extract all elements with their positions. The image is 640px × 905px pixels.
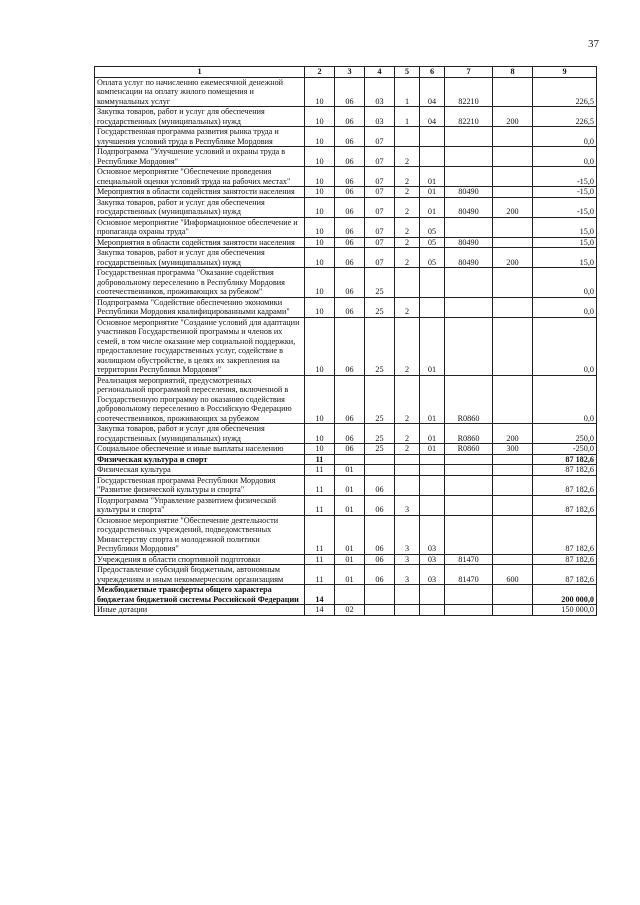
row-name: Реализация мероприятий, предусмотренных региональной программой переселения, включенной в Государственную программу по оказанию содействия добровольному переселению в Российскую Федерацию соотечественников, проживающих за рубежом [95, 375, 305, 424]
code-activity [420, 147, 445, 167]
row-name: Основное мероприятие "Создание условий для адаптации участников Государственной программы и членов их семей, в том числе оказание мер социальной поддержки, предоставление государственных услуг, содействие в жилищном обустройстве, в целях их закрепления на территории Республики Мордовия" [95, 317, 305, 375]
row-amount: 150 000,0 [533, 605, 597, 616]
header-cell: 7 [445, 67, 493, 78]
code-subsection: 06 [335, 237, 365, 248]
code-subprogram: 2 [395, 197, 420, 217]
code-direction: R0860 [445, 375, 493, 424]
code-activity: 01 [420, 375, 445, 424]
code-section: 10 [305, 167, 335, 187]
table-row [95, 375, 597, 424]
code-expense-type [493, 147, 533, 167]
row-name: Мероприятия в области содействия занятости населения [95, 237, 305, 248]
code-program: 25 [365, 444, 395, 455]
code-expense-type [493, 187, 533, 198]
code-direction [445, 127, 493, 147]
code-expense-type [493, 217, 533, 237]
row-name: Основное мероприятие "Обеспечение проведения специальной оценки условий труда на рабочих местах" [95, 167, 305, 187]
code-subprogram [395, 605, 420, 616]
code-subprogram [395, 127, 420, 147]
code-activity [420, 605, 445, 616]
code-program: 25 [365, 424, 395, 444]
code-expense-type [493, 167, 533, 187]
row-name: Предоставление субсидий бюджетным, автономным учреждениям и иным некоммерческим организациям [95, 565, 305, 585]
code-subsection: 06 [335, 187, 365, 198]
row-name: Подпрограмма "Управление развитием физической культуры и спорта" [95, 495, 305, 515]
code-activity: 01 [420, 317, 445, 375]
code-subsection: 02 [335, 605, 365, 616]
code-expense-type [493, 495, 533, 515]
code-program [365, 605, 395, 616]
table-row [95, 605, 597, 616]
code-direction [445, 585, 493, 605]
row-name: Подпрограмма "Улучшение условий и охраны труда в Республике Мордовия" [95, 147, 305, 167]
table-row [95, 444, 597, 455]
code-subprogram: 1 [395, 107, 420, 127]
code-subprogram: 2 [395, 237, 420, 248]
row-amount: 87 182,6 [533, 495, 597, 515]
row-name: Подпрограмма "Содействие обеспечению экономики Республики Мордовия квалифицированными кадрами" [95, 297, 305, 317]
row-amount: 0,0 [533, 317, 597, 375]
row-amount: 87 182,6 [533, 565, 597, 585]
row-name: Учреждения в области спортивной подготовки [95, 554, 305, 565]
code-section: 10 [305, 268, 335, 298]
code-subsection: 06 [335, 217, 365, 237]
code-activity: 01 [420, 167, 445, 187]
code-section: 10 [305, 77, 335, 107]
row-amount: 87 182,6 [533, 554, 597, 565]
code-subsection: 06 [335, 127, 365, 147]
table-row [95, 248, 597, 268]
table-row [95, 554, 597, 565]
code-expense-type: 200 [493, 107, 533, 127]
code-program: 07 [365, 127, 395, 147]
code-subsection [335, 585, 365, 605]
code-section: 10 [305, 317, 335, 375]
code-program: 07 [365, 167, 395, 187]
code-section: 10 [305, 444, 335, 455]
code-subsection: 01 [335, 554, 365, 565]
code-expense-type [493, 605, 533, 616]
code-program: 03 [365, 77, 395, 107]
code-activity: 05 [420, 248, 445, 268]
code-subprogram: 2 [395, 187, 420, 198]
code-activity [420, 297, 445, 317]
code-subsection: 01 [335, 495, 365, 515]
code-section: 11 [305, 475, 335, 495]
row-name: Социальное обеспечение и иные выплаты населению [95, 444, 305, 455]
code-subsection: 01 [335, 465, 365, 476]
code-direction [445, 167, 493, 187]
code-subsection: 06 [335, 107, 365, 127]
code-subsection: 06 [335, 444, 365, 455]
code-program: 25 [365, 268, 395, 298]
code-subprogram [395, 454, 420, 465]
code-section: 11 [305, 515, 335, 554]
row-amount: -250,0 [533, 444, 597, 455]
code-subprogram: 3 [395, 565, 420, 585]
code-subsection: 06 [335, 268, 365, 298]
header-cell: 1 [95, 67, 305, 78]
code-subprogram: 2 [395, 147, 420, 167]
code-section: 11 [305, 454, 335, 465]
code-program: 03 [365, 107, 395, 127]
code-expense-type [493, 454, 533, 465]
code-program: 07 [365, 248, 395, 268]
code-program: 06 [365, 475, 395, 495]
code-subsection: 06 [335, 297, 365, 317]
code-direction [445, 147, 493, 167]
code-direction: 80490 [445, 248, 493, 268]
code-direction: 81470 [445, 565, 493, 585]
code-subsection: 06 [335, 424, 365, 444]
row-amount: 87 182,6 [533, 475, 597, 495]
code-section: 10 [305, 147, 335, 167]
code-subsection: 06 [335, 167, 365, 187]
code-subsection: 01 [335, 565, 365, 585]
table-row [95, 217, 597, 237]
code-section: 10 [305, 217, 335, 237]
code-expense-type [493, 585, 533, 605]
code-program: 07 [365, 187, 395, 198]
header-cell: 3 [335, 67, 365, 78]
code-expense-type [493, 515, 533, 554]
code-section: 10 [305, 187, 335, 198]
row-name: Основное мероприятие "Обеспечение деятельности государственных учреждений, подведомственных Министерству спорта и молодежной политики Республики Мордовия" [95, 515, 305, 554]
code-activity [420, 454, 445, 465]
code-program: 06 [365, 565, 395, 585]
code-activity: 01 [420, 424, 445, 444]
table-body [95, 77, 597, 615]
table-row [95, 197, 597, 217]
table-row [95, 167, 597, 187]
table-row [95, 147, 597, 167]
table-row [95, 565, 597, 585]
code-subprogram: 2 [395, 217, 420, 237]
code-direction: 80490 [445, 187, 493, 198]
code-section: 11 [305, 495, 335, 515]
table-row [95, 424, 597, 444]
code-activity [420, 268, 445, 298]
code-program [365, 585, 395, 605]
row-amount: 0,0 [533, 147, 597, 167]
code-subprogram [395, 475, 420, 495]
code-expense-type [493, 375, 533, 424]
table-row [95, 475, 597, 495]
code-subsection [335, 454, 365, 465]
code-program: 07 [365, 237, 395, 248]
header-cell: 6 [420, 67, 445, 78]
code-subsection: 01 [335, 515, 365, 554]
table-row [95, 297, 597, 317]
code-subprogram: 2 [395, 297, 420, 317]
code-activity: 04 [420, 77, 445, 107]
row-amount: 0,0 [533, 127, 597, 147]
code-section: 10 [305, 248, 335, 268]
table-row [95, 127, 597, 147]
table-row [95, 454, 597, 465]
code-expense-type [493, 268, 533, 298]
code-direction [445, 605, 493, 616]
row-amount: 87 182,6 [533, 454, 597, 465]
code-direction: 80490 [445, 197, 493, 217]
code-expense-type: 600 [493, 565, 533, 585]
code-direction: 82210 [445, 107, 493, 127]
code-expense-type [493, 317, 533, 375]
row-name: Государственная программа Республики Мордовия "Развитие физической культуры и спорта" [95, 475, 305, 495]
row-amount: 87 182,6 [533, 515, 597, 554]
row-amount: -15,0 [533, 167, 597, 187]
page-number: 37 [588, 38, 599, 50]
code-direction: 81470 [445, 554, 493, 565]
code-activity [420, 495, 445, 515]
table-row [95, 317, 597, 375]
row-name: Закупка товаров, работ и услуг для обеспечения государственных (муниципальных) нужд [95, 107, 305, 127]
table-row [95, 585, 597, 605]
row-amount: 250,0 [533, 424, 597, 444]
row-amount: 226,5 [533, 77, 597, 107]
code-program [365, 454, 395, 465]
code-subprogram [395, 268, 420, 298]
code-program: 25 [365, 375, 395, 424]
row-amount: 0,0 [533, 297, 597, 317]
code-section: 10 [305, 107, 335, 127]
code-direction [445, 454, 493, 465]
table-row [95, 187, 597, 198]
code-subprogram: 3 [395, 515, 420, 554]
code-expense-type [493, 554, 533, 565]
code-subsection: 06 [335, 197, 365, 217]
code-activity [420, 585, 445, 605]
code-section: 10 [305, 297, 335, 317]
code-subsection: 06 [335, 147, 365, 167]
code-direction [445, 317, 493, 375]
code-subprogram: 2 [395, 444, 420, 455]
code-expense-type [493, 127, 533, 147]
code-activity: 01 [420, 197, 445, 217]
code-program: 06 [365, 495, 395, 515]
code-direction [445, 495, 493, 515]
budget-table [94, 66, 597, 616]
code-expense-type [493, 77, 533, 107]
code-subsection: 01 [335, 475, 365, 495]
code-program: 07 [365, 197, 395, 217]
code-section: 10 [305, 424, 335, 444]
row-amount: 15,0 [533, 237, 597, 248]
code-direction: R0860 [445, 424, 493, 444]
code-section: 10 [305, 237, 335, 248]
row-name: Закупка товаров, работ и услуг для обеспечения государственных (муниципальных) нужд [95, 424, 305, 444]
code-expense-type [493, 465, 533, 476]
row-name: Закупка товаров, работ и услуг для обеспечения государственных (муниципальных) нужд [95, 197, 305, 217]
code-expense-type: 300 [493, 444, 533, 455]
code-program: 25 [365, 297, 395, 317]
code-section: 11 [305, 465, 335, 476]
row-amount: -15,0 [533, 197, 597, 217]
code-expense-type: 200 [493, 424, 533, 444]
code-direction [445, 297, 493, 317]
code-activity: 03 [420, 515, 445, 554]
code-activity: 05 [420, 217, 445, 237]
row-name: Закупка товаров, работ и услуг для обеспечения государственных (муниципальных) нужд [95, 248, 305, 268]
code-activity: 01 [420, 187, 445, 198]
code-program: 25 [365, 317, 395, 375]
code-program: 07 [365, 147, 395, 167]
row-name: Государственная программа "Оказание содействия добровольному переселению в Республику Мордовия соотечественников, проживающих за рубежом" [95, 268, 305, 298]
code-activity: 01 [420, 444, 445, 455]
code-program: 06 [365, 554, 395, 565]
table-row [95, 495, 597, 515]
row-name: Физическая культура и спорт [95, 454, 305, 465]
code-expense-type [493, 237, 533, 248]
code-expense-type: 200 [493, 197, 533, 217]
row-amount: 200 000,0 [533, 585, 597, 605]
code-section: 10 [305, 127, 335, 147]
table-row [95, 465, 597, 476]
code-subprogram: 2 [395, 375, 420, 424]
header-row [95, 67, 597, 78]
row-amount: 0,0 [533, 268, 597, 298]
code-direction: R0860 [445, 444, 493, 455]
code-section: 14 [305, 605, 335, 616]
table-row [95, 77, 597, 107]
code-subsection: 06 [335, 77, 365, 107]
row-name: Мероприятия в области содействия занятости населения [95, 187, 305, 198]
code-activity [420, 127, 445, 147]
row-amount: 15,0 [533, 217, 597, 237]
row-name: Государственная программа развития рынка труда и улучшения условий труда в Республике Мордовия [95, 127, 305, 147]
table-row [95, 107, 597, 127]
table-row [95, 515, 597, 554]
code-direction: 80490 [445, 237, 493, 248]
code-section: 11 [305, 565, 335, 585]
code-expense-type [493, 475, 533, 495]
header-cell: 2 [305, 67, 335, 78]
code-section: 14 [305, 585, 335, 605]
code-activity [420, 465, 445, 476]
code-direction [445, 268, 493, 298]
code-subprogram [395, 585, 420, 605]
code-program: 06 [365, 515, 395, 554]
code-program: 07 [365, 217, 395, 237]
row-amount: 15,0 [533, 248, 597, 268]
row-amount: -15,0 [533, 187, 597, 198]
code-subprogram: 1 [395, 77, 420, 107]
row-name: Межбюджетные трансферты общего характера бюджетам бюджетной системы Российской Федерации [95, 585, 305, 605]
code-program [365, 465, 395, 476]
code-subprogram: 2 [395, 424, 420, 444]
code-section: 10 [305, 197, 335, 217]
code-activity [420, 475, 445, 495]
code-subprogram: 3 [395, 554, 420, 565]
table-row [95, 237, 597, 248]
code-activity: 04 [420, 107, 445, 127]
code-activity: 05 [420, 237, 445, 248]
header-cell: 4 [365, 67, 395, 78]
code-subprogram: 2 [395, 248, 420, 268]
code-direction [445, 465, 493, 476]
code-section: 10 [305, 375, 335, 424]
header-cell: 5 [395, 67, 420, 78]
row-amount: 226,5 [533, 107, 597, 127]
code-direction [445, 217, 493, 237]
code-direction [445, 515, 493, 554]
code-subprogram [395, 465, 420, 476]
row-name: Физическая культура [95, 465, 305, 476]
code-section: 11 [305, 554, 335, 565]
code-expense-type: 200 [493, 248, 533, 268]
row-amount: 0,0 [533, 375, 597, 424]
row-name: Иные дотации [95, 605, 305, 616]
table-row [95, 268, 597, 298]
code-subprogram: 2 [395, 317, 420, 375]
code-subsection: 06 [335, 248, 365, 268]
row-amount: 87 182,6 [533, 465, 597, 476]
row-name: Основное мероприятие "Информационное обеспечение и пропаганда охраны труда" [95, 217, 305, 237]
code-activity: 03 [420, 554, 445, 565]
code-direction [445, 475, 493, 495]
code-expense-type [493, 297, 533, 317]
row-name: Оплата услуг по начислению ежемесячной денежной компенсации на оплату жилого помещения и коммунальных услуг [95, 77, 305, 107]
code-activity: 03 [420, 565, 445, 585]
code-subprogram: 2 [395, 167, 420, 187]
code-subsection: 06 [335, 375, 365, 424]
code-subprogram: 3 [395, 495, 420, 515]
header-cell: 9 [533, 67, 597, 78]
code-subsection: 06 [335, 317, 365, 375]
header-cell: 8 [493, 67, 533, 78]
code-direction: 82210 [445, 77, 493, 107]
